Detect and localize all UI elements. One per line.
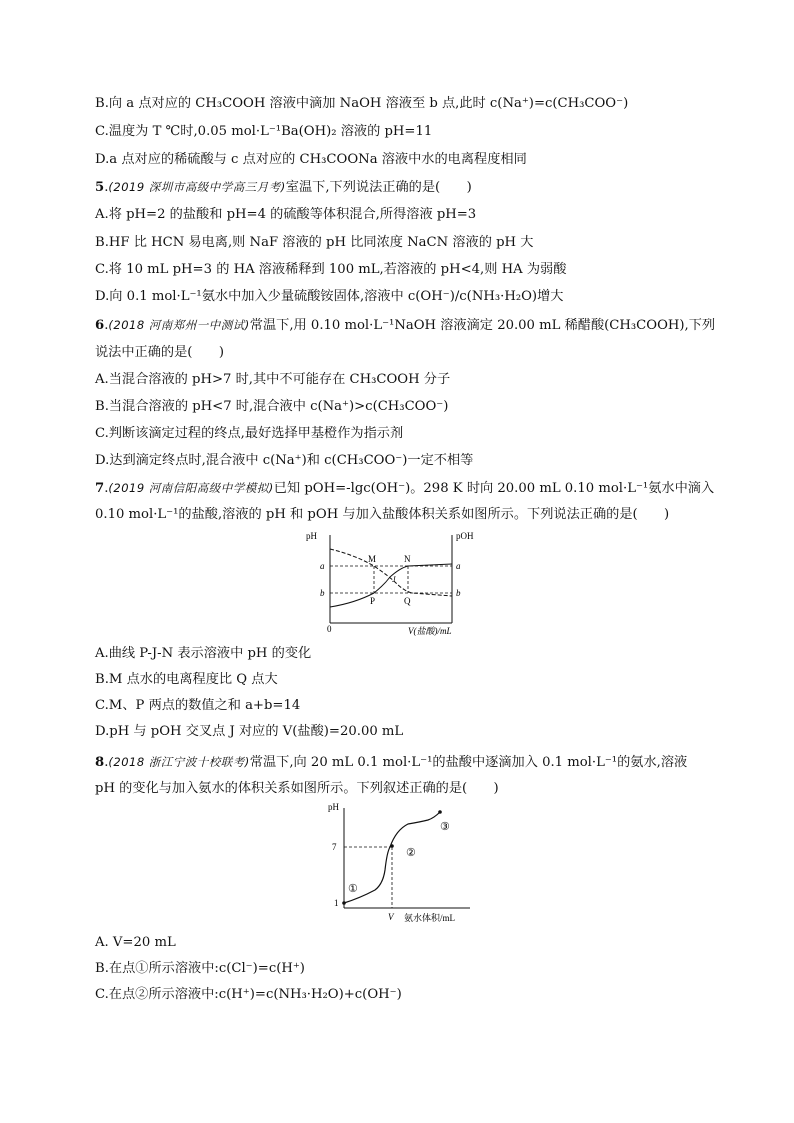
q4-option-c: C.温度为 T ℃时,0.05 mol·L⁻¹Ba(OH)₂ 溶液的 pH=11 bbox=[95, 124, 433, 139]
q7-point-m: M bbox=[368, 554, 377, 564]
q5-stem: 5.(2019 深圳市高级中学高三月考)室温下,下列说法正确的是( ) bbox=[95, 180, 472, 195]
q6-option-c: C.判断该滴定过程的终点,最好选择甲基橙作为指示剂 bbox=[95, 426, 404, 441]
q8-point-3: ③ bbox=[440, 821, 450, 833]
q5-stem-text: 室温下,下列说法正确的是( ) bbox=[285, 180, 472, 195]
q7-option-b: B.M 点水的电离程度比 Q 点大 bbox=[95, 672, 278, 687]
q8-marker-1 bbox=[342, 901, 346, 905]
q8-option-a: A. V=20 mL bbox=[95, 935, 176, 950]
q8-source: (2018 浙江宁波十校联考) bbox=[108, 755, 250, 769]
q7-tick-b-right: b bbox=[456, 588, 461, 598]
q8-option-b: B.在点①所示溶液中:c(Cl⁻)=c(H⁺) bbox=[95, 961, 305, 976]
q7-point-n: N bbox=[404, 554, 411, 564]
q7-point-q: Q bbox=[404, 596, 411, 606]
q4-option-d: D.a 点对应的稀硫酸与 c 点对应的 CH₃COONa 溶液中水的电离程度相同 bbox=[95, 152, 527, 167]
q5-option-b: B.HF 比 HCN 易电离,则 NaF 溶液的 pH 比同浓度 NaCN 溶液的 pH 大 bbox=[95, 235, 534, 250]
q8-figure bbox=[320, 800, 480, 928]
q8-option-c: C.在点②所示溶液中:c(H⁺)=c(NH₃·H₂O)+c(OH⁻) bbox=[95, 987, 402, 1002]
q7-number: 7 bbox=[95, 481, 105, 496]
q7-tick-a-left: a bbox=[320, 561, 325, 571]
q8-tick-1: 1 bbox=[334, 898, 339, 908]
q8-stem-line2: pH 的变化与加入氨水的体积关系如图所示。下列叙述正确的是( ) bbox=[95, 781, 499, 796]
q7-origin: 0 bbox=[327, 624, 332, 634]
q5-option-d: D.向 0.1 mol·L⁻¹氨水中加入少量硫酸铵固体,溶液中 c(OH⁻)/c(NH₃·H₂O)增大 bbox=[95, 289, 564, 304]
q5-option-c: C.将 10 mL pH=3 的 HA 溶液稀释到 100 mL,若溶液的 pH<4,则 HA 为弱酸 bbox=[95, 262, 567, 277]
q8-marker-3 bbox=[438, 810, 442, 814]
q6-number: 6 bbox=[95, 318, 105, 333]
q8-number: 8 bbox=[95, 755, 105, 770]
q7-source: (2019 河南信阳高级中学模拟) bbox=[108, 481, 274, 495]
q6-stem-text: 常温下,用 0.10 mol·L⁻¹NaOH 溶液滴定 20.00 mL 稀醋酸(CH₃COOH),下列 bbox=[249, 318, 716, 333]
q8-v-label: V bbox=[388, 912, 394, 922]
q8-point-1: ① bbox=[348, 883, 358, 895]
q7-stem-line2: 0.10 mol·L⁻¹的盐酸,溶液的 pH 和 pOH 与加入盐酸体积关系如图所示。下列说法正确的是( ) bbox=[95, 507, 670, 522]
q6-option-a: A.当混合溶液的 pH>7 时,其中不可能存在 CH₃COOH 分子 bbox=[95, 372, 451, 387]
q8-marker-2 bbox=[390, 844, 394, 848]
q6-stem-line2: 说法中正确的是( ) bbox=[95, 345, 224, 360]
q6-source: (2018 河南郑州一中测试) bbox=[108, 318, 250, 332]
q8-stem-line1: 8.(2018 浙江宁波十校联考)常温下,向 20 mL 0.1 mol·L⁻¹的盐酸中逐滴加入 0.1 mol·L⁻¹的氨水,溶液 bbox=[95, 755, 688, 770]
q7-figure bbox=[300, 527, 480, 637]
q7-point-p: P bbox=[370, 596, 376, 606]
q8-tick-7: 7 bbox=[332, 842, 337, 852]
q7-tick-a-right: a bbox=[456, 561, 461, 571]
q6-option-d: D.达到滴定终点时,混合液中 c(Na⁺)和 c(CH₃COO⁻)一定不相等 bbox=[95, 453, 474, 468]
q7-option-c: C.M、P 两点的数值之和 a+b=14 bbox=[95, 698, 301, 713]
q6-option-b: B.当混合溶液的 pH<7 时,混合液中 c(Na⁺)>c(CH₃COO⁻) bbox=[95, 399, 449, 414]
q7-xlabel: V(盐酸)/mL bbox=[408, 626, 452, 636]
q5-source: (2019 深圳市高级中学高三月考) bbox=[108, 180, 286, 194]
q7-stem-text: 已知 pOH=-lgc(OH⁻)。298 K 时向 20.00 mL 0.10 mol·L⁻¹氨水中滴入 bbox=[273, 481, 715, 496]
q8-xlabel: 氨水体积/mL bbox=[404, 913, 455, 923]
q4-option-b: B.向 a 点对应的 CH₃COOH 溶液中滴加 NaOH 溶液至 b 点,此时 c(Na⁺)=c(CH₃COO⁻) bbox=[95, 96, 629, 111]
q5-number: 5 bbox=[95, 180, 105, 195]
q7-ylabel-right: pOH bbox=[456, 531, 474, 541]
q7-tick-b-left: b bbox=[320, 588, 325, 598]
q5-option-a: A.将 pH=2 的盐酸和 pH=4 的硫酸等体积混合,所得溶液 pH=3 bbox=[95, 207, 477, 222]
q7-curve-dashed bbox=[330, 549, 452, 596]
q7-option-d: D.pH 与 pOH 交叉点 J 对应的 V(盐酸)=20.00 mL bbox=[95, 724, 404, 739]
q6-stem-line1: 6.(2018 河南郑州一中测试)常温下,用 0.10 mol·L⁻¹NaOH 溶液滴定 20.00 mL 稀醋酸(CH₃COOH),下列 bbox=[95, 318, 716, 333]
q8-point-2: ② bbox=[406, 847, 416, 859]
q7-curve-solid bbox=[330, 564, 452, 607]
q7-stem-line1: 7.(2019 河南信阳高级中学模拟)已知 pOH=-lgc(OH⁻)。298 K 时向 20.00 mL 0.10 mol·L⁻¹氨水中滴入 bbox=[95, 481, 715, 496]
q7-option-a: A.曲线 P-J-N 表示溶液中 pH 的变化 bbox=[95, 646, 312, 661]
q7-point-j: J bbox=[392, 575, 396, 584]
q8-stem-text: 常温下,向 20 mL 0.1 mol·L⁻¹的盐酸中逐滴加入 0.1 mol·L⁻¹的氨水,溶液 bbox=[249, 755, 688, 770]
q8-ylabel: pH bbox=[328, 802, 339, 812]
q7-ylabel-left: pH bbox=[306, 531, 317, 541]
